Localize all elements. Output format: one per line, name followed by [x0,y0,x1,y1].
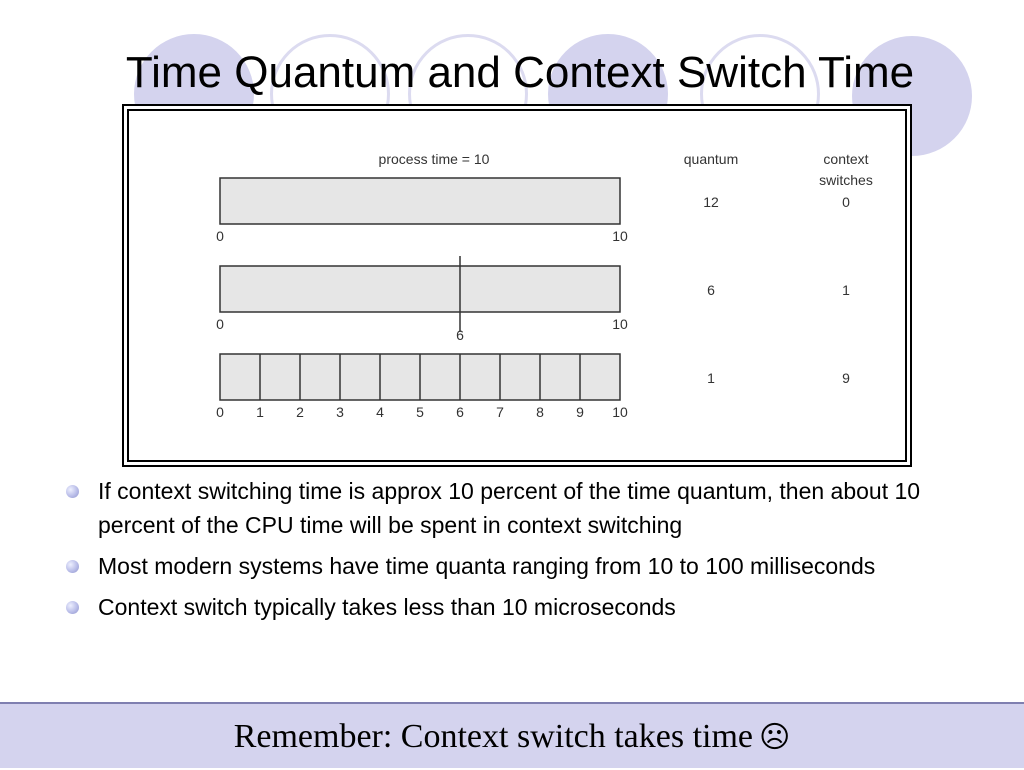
bullet-item [62,549,982,583]
quantum-value: 1 [707,370,715,386]
bullet-text: Most modern systems have time quanta ranging from 10 to 100 milliseconds [98,553,876,579]
tick-label: 10 [612,316,628,332]
process-time-label: process time = 10 [378,151,490,167]
bullet-icon [66,485,79,498]
diagram-rows [216,178,850,420]
bullet-icon [66,601,79,614]
bullet-item [62,590,982,624]
time-quantum-diagram [124,106,910,465]
tick-label: 10 [612,228,628,244]
remember-text: Remember: Context switch takes time [233,718,754,755]
diagram-frame [122,104,912,467]
tick-label: 0 [216,228,224,244]
remember-banner [0,702,1024,768]
tick-label: 8 [536,404,544,420]
context-switches-header-line2: switches [819,172,873,188]
context-switches-value: 9 [842,370,850,386]
tick-label: 1 [256,404,264,420]
tick-label: 3 [336,404,344,420]
sad-face-icon: ☹ [759,720,791,755]
tick-label: 0 [216,404,224,420]
bullet-item [62,474,982,542]
context-switches-header-line1: context [823,151,869,167]
bullet-icon [66,560,79,573]
tick-label: 10 [612,404,628,420]
process-bar [220,178,620,224]
tick-label: 2 [296,404,304,420]
bullet-text: Context switch typically takes less than 10 microseconds [98,594,676,620]
context-switches-value: 0 [842,194,850,210]
tick-label: 7 [496,404,504,420]
tick-label: 0 [216,316,224,332]
quantum-value: 12 [703,194,719,210]
bullet-list [62,474,982,631]
slide-title: Time Quantum and Context Switch Time [125,48,915,97]
tick-label: 9 [576,404,584,420]
tick-label: 4 [376,404,384,420]
tick-label: 6 [456,404,464,420]
context-switches-value: 1 [842,282,850,298]
quantum-value: 6 [707,282,715,298]
tick-label: 5 [416,404,424,420]
process-bar [220,266,620,312]
quantum-header: quantum [683,151,739,167]
tick-label: 6 [456,327,464,343]
bullet-text: If context switching time is approx 10 percent of the time quantum, then about 10 percent of the CPU time will be spent in context switching [98,478,921,538]
